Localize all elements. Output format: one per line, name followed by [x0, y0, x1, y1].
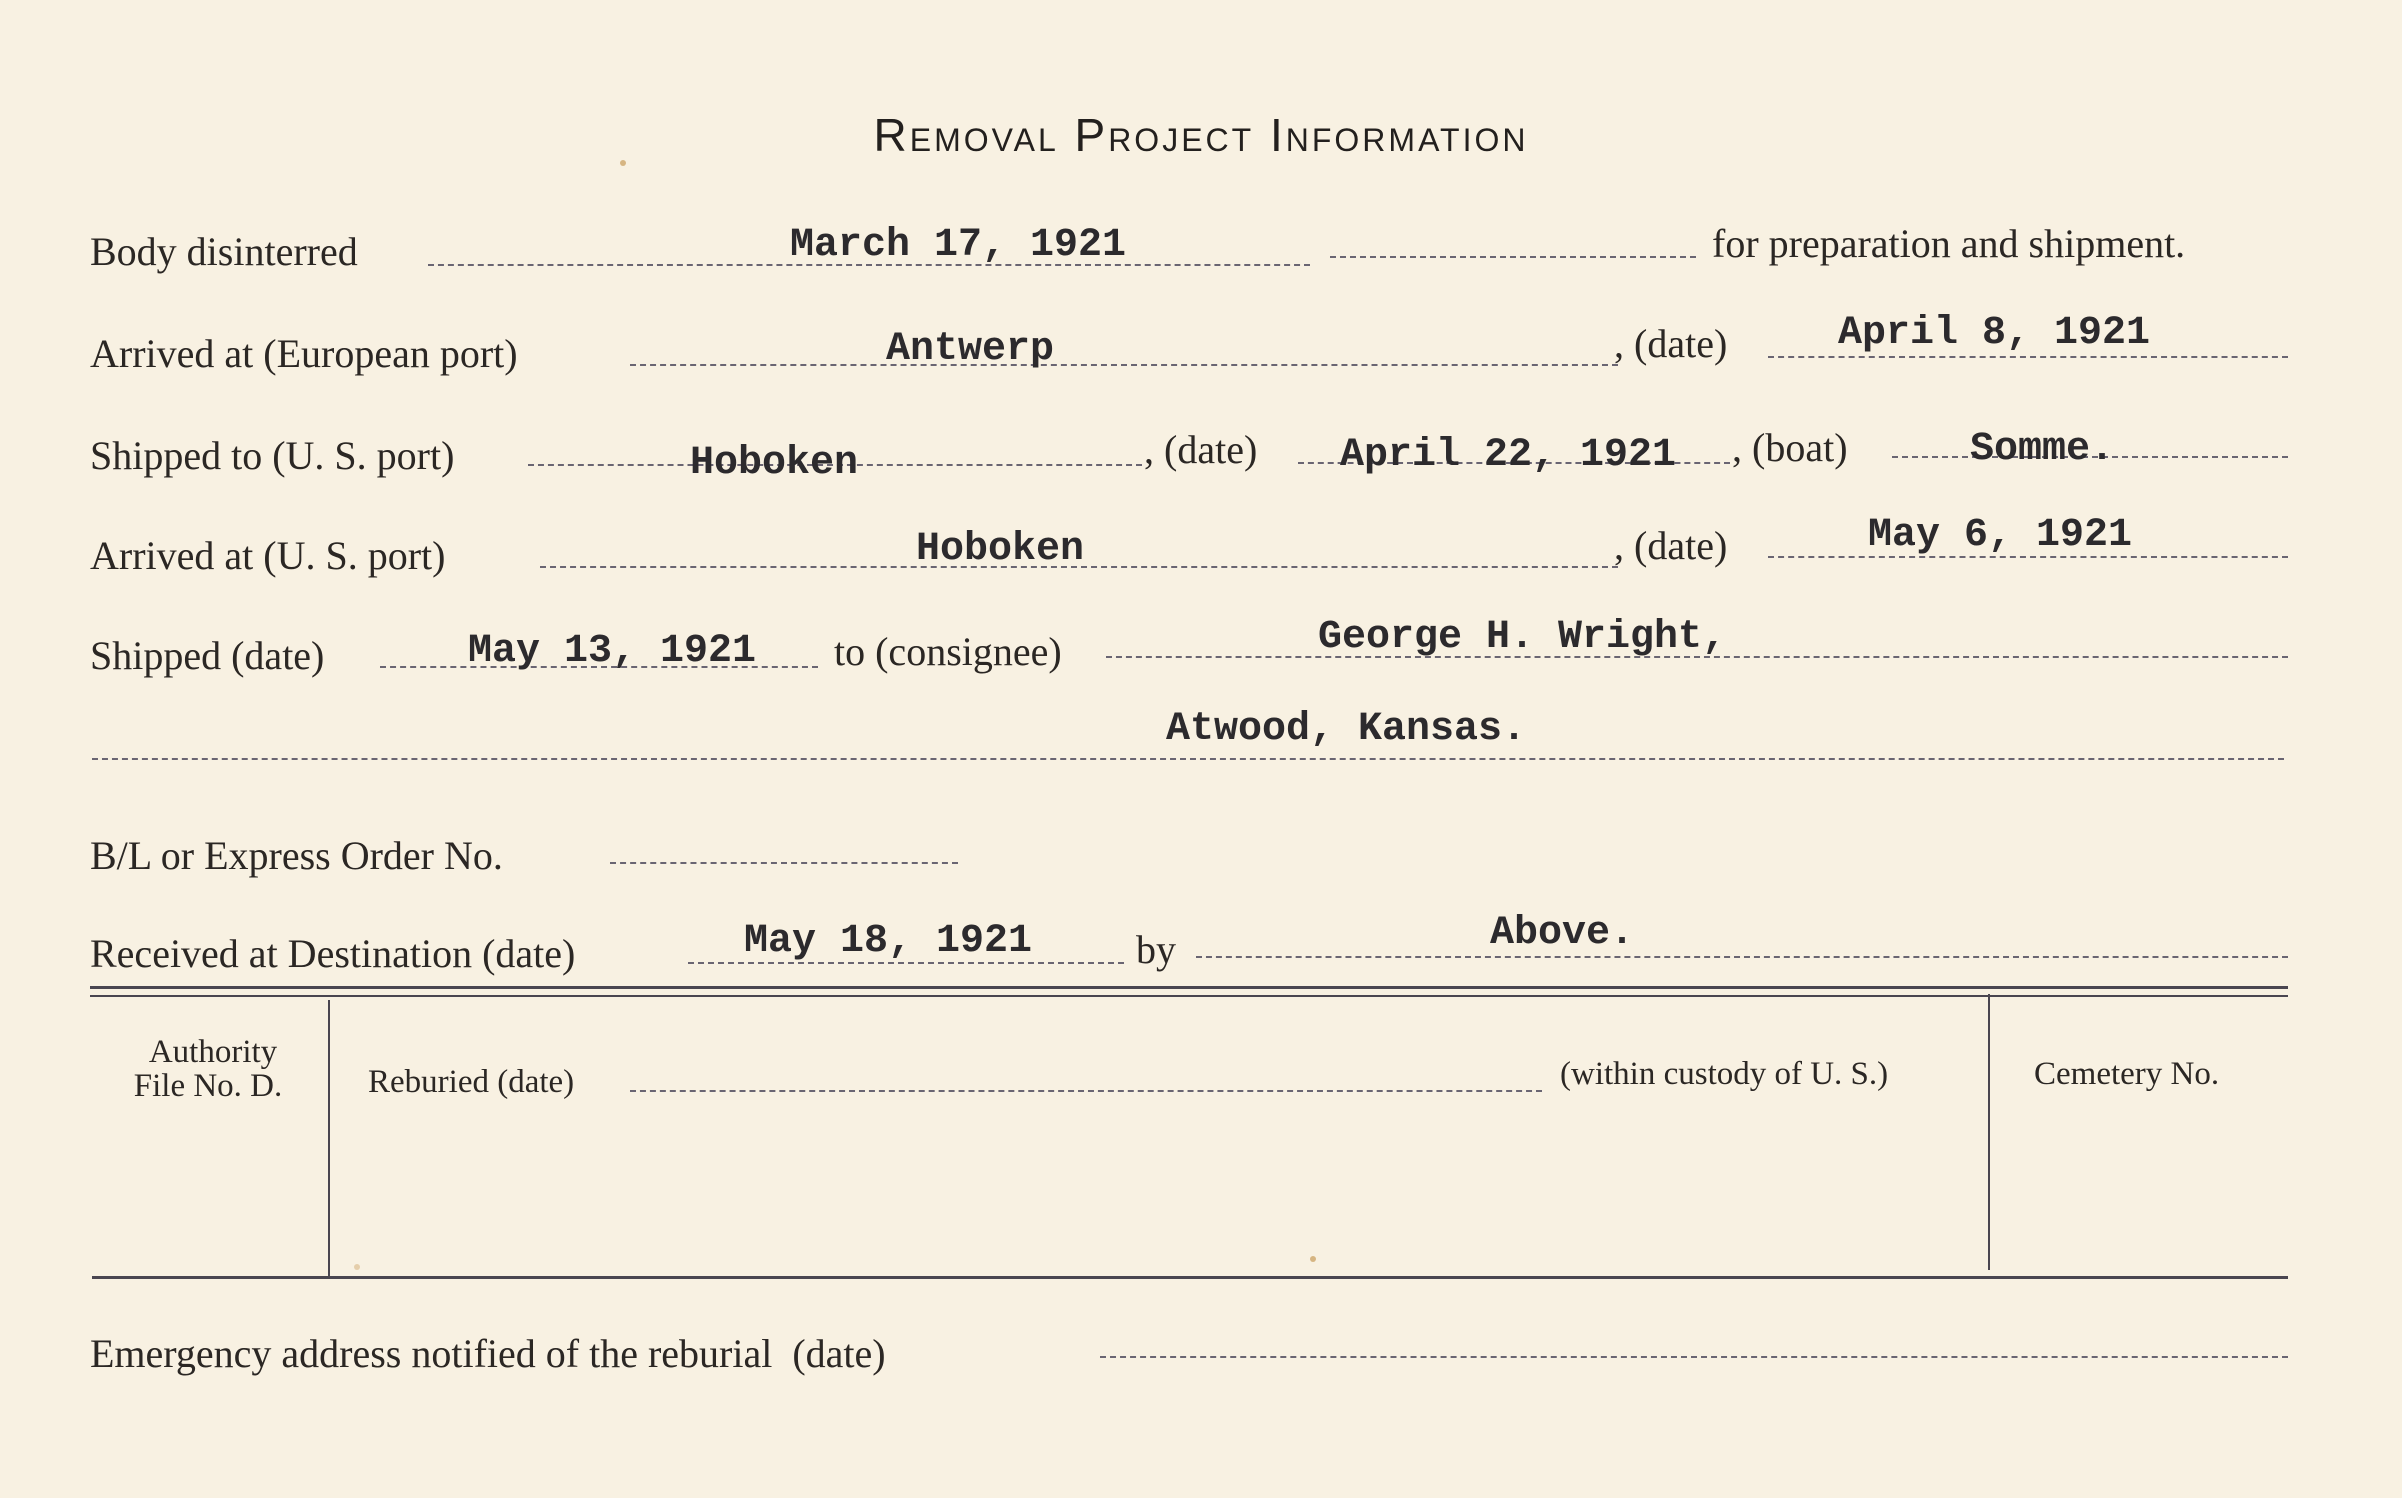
shipped-us-boat-value: Somme. [1970, 427, 2115, 472]
shipped-date-value: May 13, 1921 [468, 629, 757, 674]
custody-label: (within custody of U. S.) [1560, 1056, 1889, 1092]
arrived-european-date-line [1768, 356, 2288, 358]
consignee-line1: George H. Wright, [1318, 615, 1727, 660]
consignee-address-line [92, 758, 2284, 760]
arrived-european-date-value: April 8, 1921 [1838, 311, 2151, 356]
box-bottom-rule [92, 1276, 2288, 1279]
reburied-line [630, 1090, 1542, 1092]
received-by-value: Above. [1490, 911, 1635, 956]
shipped-us-boat-label: , (boat) [1732, 425, 1848, 470]
received-label: Received at Destination (date) [90, 931, 576, 976]
bl-order-label: B/L or Express Order No. [90, 833, 503, 878]
body-disinterred-label: Body disinterred [90, 229, 358, 274]
box-divider-left [328, 1000, 330, 1276]
shipped-us-date-value: April 22, 1921 [1340, 433, 1677, 478]
shipped-date-label: Shipped (date) [90, 633, 325, 678]
received-by-line [1196, 956, 2288, 958]
arrived-european-value: Antwerp [886, 327, 1055, 372]
consignee-line2: Atwood, Kansas. [1166, 707, 1527, 752]
arrived-us-date-label: , (date) [1614, 523, 1728, 568]
body-disinterred-line-2 [1330, 256, 1696, 258]
bl-order-line [610, 862, 958, 864]
box-top-rule [90, 986, 2288, 989]
body-disinterred-value: March 17, 1921 [790, 223, 1127, 268]
arrived-european-label: Arrived at (European port) [90, 331, 518, 376]
reburied-label: Reburied (date) [368, 1064, 575, 1100]
paper-speck [354, 1264, 360, 1270]
received-by-label: by [1136, 927, 1176, 972]
box-divider-right [1988, 994, 1990, 1270]
authority-label-1: Authority [148, 1034, 278, 1070]
cemetery-label: Cemetery No. [2034, 1056, 2220, 1092]
body-disinterred-suffix: for preparation and shipment. [1712, 221, 2186, 266]
emergency-label: Emergency address notified of the reburial (date) [90, 1331, 886, 1376]
arrived-european-date-label: , (date) [1614, 321, 1728, 366]
arrived-european-line [630, 364, 1618, 366]
emergency-line [1100, 1356, 2288, 1358]
authority-label-2: File No. D. [133, 1068, 283, 1104]
arrived-us-value: Hoboken [916, 527, 1085, 572]
consignee-label: to (consignee) [834, 629, 1062, 674]
shipped-us-value: Hoboken [690, 441, 859, 486]
paper-speck [620, 160, 626, 166]
paper-speck [1310, 1256, 1316, 1262]
shipped-us-date-label: , (date) [1144, 427, 1258, 472]
arrived-us-label: Arrived at (U. S. port) [90, 533, 446, 578]
arrived-us-date-value: May 6, 1921 [1868, 513, 2133, 558]
received-date-value: May 18, 1921 [744, 919, 1033, 964]
box-top-rule-2 [90, 995, 2288, 997]
shipped-us-label: Shipped to (U. S. port) [90, 433, 455, 478]
card-title: Removal Project Information [873, 109, 1529, 161]
